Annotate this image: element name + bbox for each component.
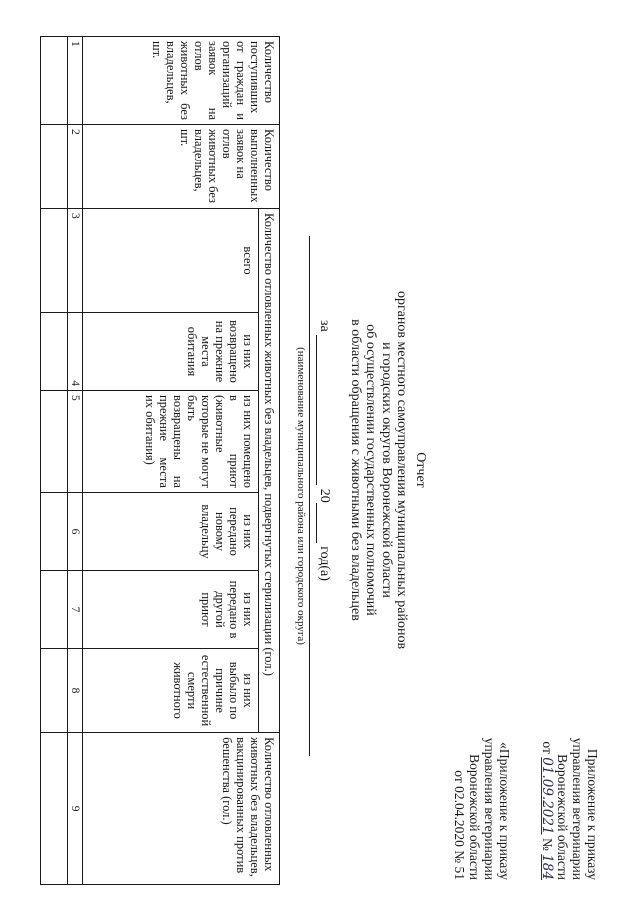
data-cell — [41, 493, 68, 571]
annotation-line: «Приложение к приказу — [497, 742, 512, 880]
column-header: из них передано новому владельцу — [83, 493, 259, 571]
data-cell — [41, 313, 68, 391]
handwritten-number: 184 — [539, 854, 555, 880]
column-number: 2 — [68, 125, 83, 209]
period-blank — [316, 335, 331, 485]
report-heading: Отчет — [413, 452, 428, 488]
appendix-annotation-old — [452, 690, 512, 880]
column-number: 8 — [68, 649, 83, 733]
column-header: всего — [83, 209, 259, 313]
municipality-name-line — [309, 236, 310, 756]
report-title — [348, 190, 429, 750]
title-line: в области обращения с животными без владельцев — [348, 319, 363, 621]
data-cell — [41, 125, 68, 209]
period-year-prefix: 20 — [317, 488, 332, 503]
data-cell — [41, 733, 68, 885]
municipality-name-hint: (наименование муниципального района или городского округа) — [295, 347, 307, 645]
annotation-line: Воронежской области — [467, 754, 482, 880]
annotation-line: Воронежской области — [555, 754, 570, 880]
column-number: 1 — [68, 37, 83, 125]
title-line: об осуществлении государственных полномочий — [363, 324, 379, 616]
column-number: 9 — [68, 733, 83, 885]
title-line: органов местного самоуправления муниципальных районов — [394, 290, 410, 650]
column-header: из них помещено в приют (животные которые не могут быть возвращены на прежние места их обитания) — [83, 391, 259, 493]
data-cell — [41, 571, 68, 649]
period-prefix: за — [317, 320, 332, 332]
report-period — [316, 320, 332, 620]
column-header: Количество выполненных заявок на отлов животных без владельцев, шт. — [83, 125, 280, 209]
title-line: и городских округов Воронежской области — [379, 342, 394, 598]
column-header: из них выбыло по причине естественной смерти животного — [83, 649, 259, 733]
report-table — [40, 36, 280, 885]
number-prefix: № — [540, 837, 555, 851]
year-blank — [316, 503, 331, 543]
column-header: из них передано в другой приют — [83, 571, 259, 649]
date-prefix: от — [540, 741, 555, 754]
appendix-annotation-new — [539, 690, 600, 880]
data-cell — [41, 209, 68, 313]
column-number: 7 — [68, 571, 83, 649]
data-cell — [41, 391, 68, 493]
column-number: 6 — [68, 493, 83, 571]
group-header: Количество отловленных животных без владельцев, подвергнутых стерилизации (гол.) — [259, 209, 280, 733]
annotation-line: управления ветеринарии — [570, 737, 585, 880]
column-header: из них возвращено на прежние места обитания — [83, 313, 259, 391]
column-number: 4 — [68, 313, 83, 391]
annotation-line: Приложение к приказу — [585, 748, 600, 880]
column-number: 5 — [68, 391, 83, 493]
annotation-line: управления ветеринарии — [482, 737, 497, 880]
column-header: Количество отловленных животных без владельцев, вакцинированных против бешенства (гол.) — [83, 733, 280, 885]
annotation-line: от 02.04.2020 № 51 — [452, 770, 467, 880]
annotation-date-line — [539, 690, 555, 880]
data-cell — [41, 649, 68, 733]
column-header: Количество поступивших от граждан и организаций заявок на отлов животных без владельцев, шт. — [83, 37, 280, 125]
data-cell — [41, 37, 68, 125]
handwritten-date: 01.09.2021 — [539, 757, 555, 835]
column-number: 3 — [68, 209, 83, 313]
period-suffix: год(а) — [317, 546, 332, 581]
